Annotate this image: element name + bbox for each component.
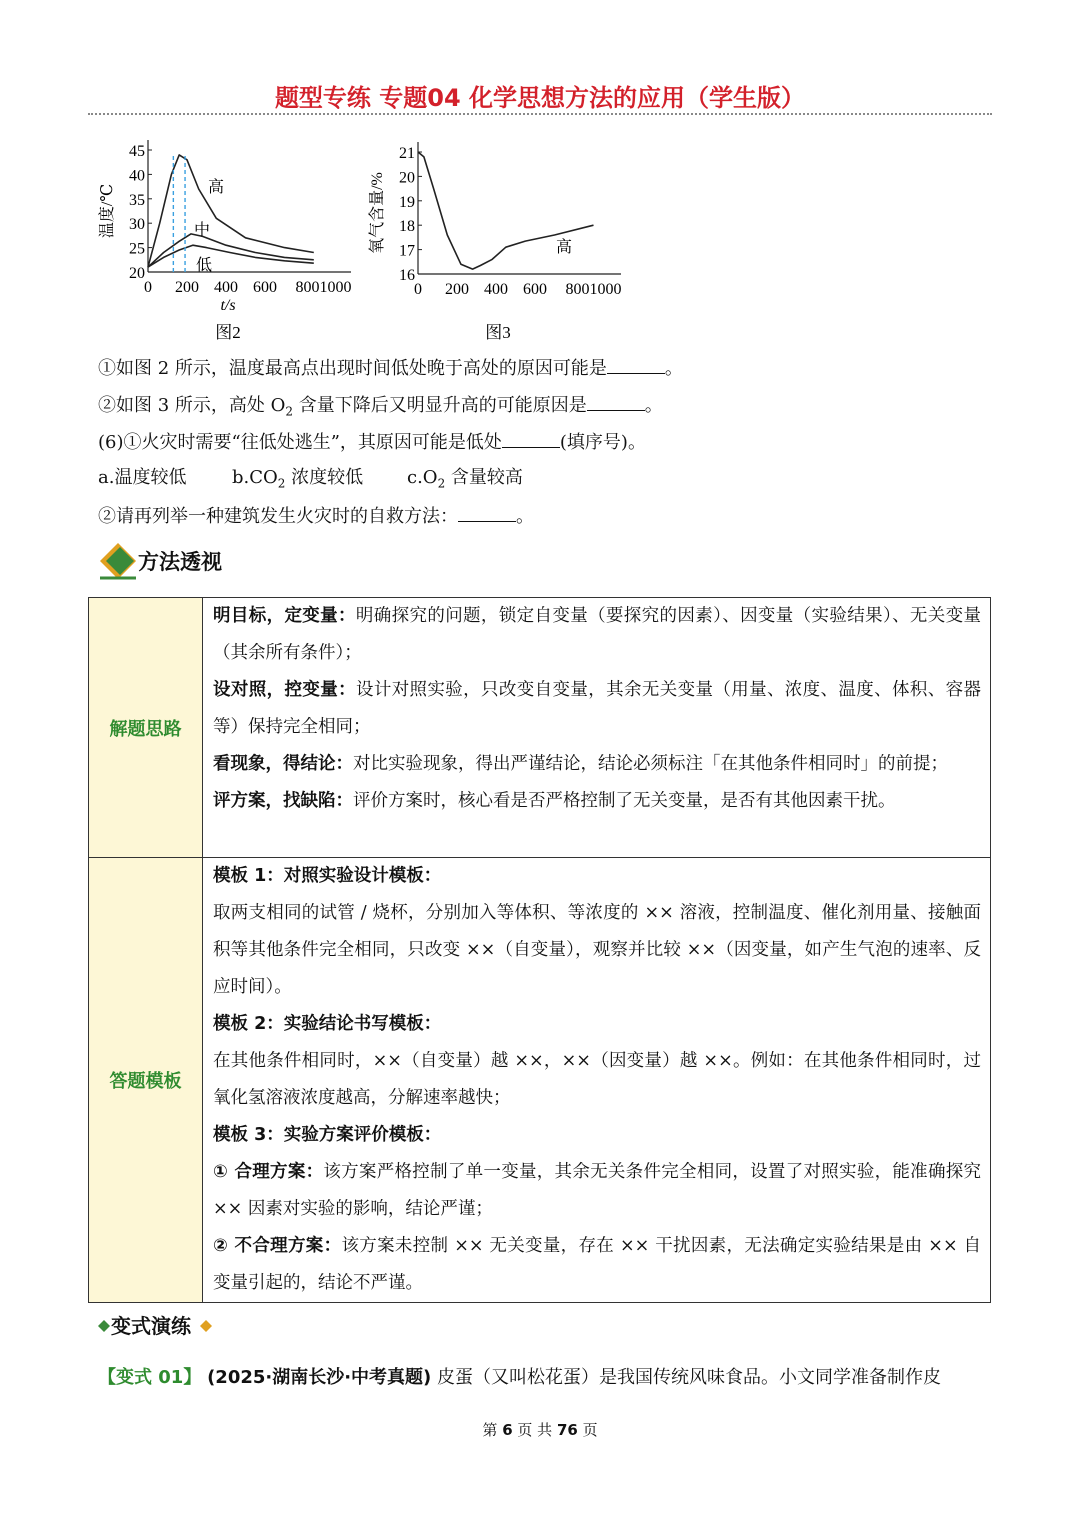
answer-blank [458,503,516,522]
small-diamond-icon [98,1320,110,1332]
x-tick-label: 200 [445,281,469,298]
variant-text: 皮蛋（又叫松花蛋）是我国传统风味食品。小文同学准备制作皮 [437,1367,942,1388]
template-3-unreasonable [213,1228,981,1302]
item-text: 明确探究的问题，锁定自变量（要探究的因素）、因变量（实验结果）、无关变量（其余所有条件）； [213,606,982,663]
question-1-text: ①如图 2 所示，温度最高点出现时间低处晚于高处的原因可能是 [98,358,607,379]
row-label-approach: 解题思路 [89,598,203,858]
subscript: 2 [285,404,294,419]
x-tick-label: 200 [175,279,199,296]
y-tick-label: 20 [399,169,415,187]
item-heading: ① 合理方案： [213,1162,324,1182]
answer-blank [502,429,560,448]
series-label: 高 [556,239,573,256]
x-tick-label: 8001000 [565,281,622,298]
option-c-text: c.O [407,467,438,488]
x-axis-label: t/s [220,297,236,314]
y-tick-label: 45 [129,143,145,160]
item-text: 对比实验现象，得出严谨结论，结论必须标注「在其他条件相同时」的前提； [353,754,948,774]
y-tick-label: 25 [129,240,145,258]
approach-item-1 [213,598,981,672]
y-tick-label: 40 [129,167,145,185]
footer-text: 页 共 [512,1421,557,1439]
template-1-title: 模板 1：对照实验设计模板： [213,866,442,886]
item-heading: ② 不合理方案： [213,1236,342,1256]
footer-text: 页 [577,1421,598,1439]
y-tick-label: 21 [399,145,415,162]
page-header-title: 题型专练 专题04 化学思想方法的应用（学生版） [274,84,806,112]
template-3-title: 模板 3：实验方案评价模板： [213,1125,442,1145]
y-axis-label: 温度/℃ [99,183,116,239]
method-table [88,597,991,1303]
item-heading: 明目标，定变量： [213,606,356,626]
item-text: 设计对照实验，只改变自变量，其余无关变量（用量、浓度、温度、体积、容器等）保持完全相同； [213,680,981,737]
item-text: 该方案未控制 ×× 无关变量，存在 ×× 干扰因素，无法确定实验结果是由 ×× 自变量引起的，结论不严谨。 [213,1236,981,1293]
table-row [89,858,991,1303]
option-b-text: b.CO [232,467,278,488]
question-3 [98,429,646,455]
template-content [203,858,991,1303]
question-3-text: (6)①火灾时需要“往低处逃生”，其原因可能是低处 [98,432,502,453]
item-heading: 看现象，得结论： [213,754,353,774]
current-page-number: 6 [502,1421,513,1439]
option-b [232,466,407,496]
figure-caption: 图2 [215,323,241,342]
section-variant-heading [98,1310,228,1340]
question-4-end: 。 [516,506,534,527]
y-tick-label: 16 [399,267,415,284]
y-tick-label: 35 [129,191,145,209]
item-text: 该方案严格控制了单一变量，其余无关条件完全相同，设置了对照实验，能准确探究 ×× 因素对实验的影响，结论严谨； [213,1162,981,1219]
figure-3-chart [368,132,628,344]
template-2-text: 在其他条件相同时，××（自变量）越 ××，××（因变量）越 ××。例如：在其他条件相同时，过氧化氢溶液浓度越高，分解速率越快； [213,1051,981,1108]
question-1-end: 。 [664,358,683,379]
x-tick-label: 600 [253,279,277,296]
option-a: a.温度较低 [98,467,187,488]
approach-content [203,598,991,858]
variant-question [98,1363,941,1389]
y-tick-label: 20 [129,265,145,282]
template-3-reasonable [213,1154,981,1228]
y-tick-label: 19 [399,193,415,211]
template-2-title: 模板 2：实验结论书写模板： [213,1014,442,1034]
subscript: 2 [277,476,286,491]
question-4-text: ②请再列举一种建筑发生火灾时的自救方法： [98,506,458,527]
subscript: 2 [437,476,446,491]
series-label: 低 [196,257,213,274]
section-method-title: 方法透视 [138,550,222,574]
template-1-text: 取两支相同的试管 / 烧杯，分别加入等体积、等浓度的 ×× 溶液，控制温度、催化剂用量、接触面积等其他条件完全相同，只改变 ××（自变量），观察并比较 ××（因变量，如产生气泡的速率、反应时间）。 [213,903,981,997]
answer-blank [607,355,665,374]
x-tick-label: 400 [484,281,508,298]
y-axis-label: 氧气含量/% [369,172,386,254]
approach-item-2 [213,672,981,746]
item-heading: 设对照，控变量： [213,680,356,700]
y-tick-label: 30 [129,216,145,234]
series-label: 高 [208,179,225,196]
variant-source: (2025·湖南长沙·中考真题) [207,1367,432,1388]
variant-tag: 【变式 01】 [98,1367,202,1388]
page-footer [0,1419,1080,1440]
figure-caption: 图3 [485,323,511,342]
item-heading: 评方案，找缺陷： [213,791,353,811]
question-2-text: ②如图 3 所示，高处 O [98,395,286,416]
x-tick-label: 8001000 [295,279,352,296]
y-tick-label: 17 [399,242,415,260]
footer-text: 第 [482,1421,503,1439]
series-label: 中 [194,222,211,239]
diamond-icon [96,540,140,582]
section-variant-title: 变式演练 [111,1314,191,1338]
x-tick-label: 0 [414,281,422,298]
question-1 [98,355,683,381]
question-4 [98,503,534,529]
question-2-end: 。 [644,395,663,416]
figure-2-chart [98,132,358,344]
approach-item-3 [213,746,981,783]
section-method-heading [96,540,236,582]
header-divider [88,113,992,115]
x-tick-label: 0 [144,279,152,296]
y-tick-label: 18 [399,218,415,236]
approach-item-4 [213,783,981,820]
x-tick-label: 600 [523,281,547,298]
row-label-template: 答题模板 [89,858,203,1303]
option-c [407,466,523,496]
table-row [89,598,991,858]
option-c-text-post: 含量较高 [445,467,523,488]
option-b-text-post: 浓度较低 [285,467,364,488]
x-tick-label: 400 [214,279,238,296]
figure-2 [98,132,358,348]
question-2 [98,392,663,424]
question-3-options [98,466,523,496]
question-2-text-post: 含量下降后又明显升高的可能原因是 [293,395,587,416]
small-diamond-icon [200,1320,212,1332]
item-text: 评价方案时，核心看是否严格控制了无关变量，是否有其他因素干扰。 [353,791,896,811]
question-3-end: (填序号)。 [559,432,646,453]
total-pages: 76 [556,1421,578,1439]
answer-blank [587,392,645,411]
figure-3 [368,132,628,348]
